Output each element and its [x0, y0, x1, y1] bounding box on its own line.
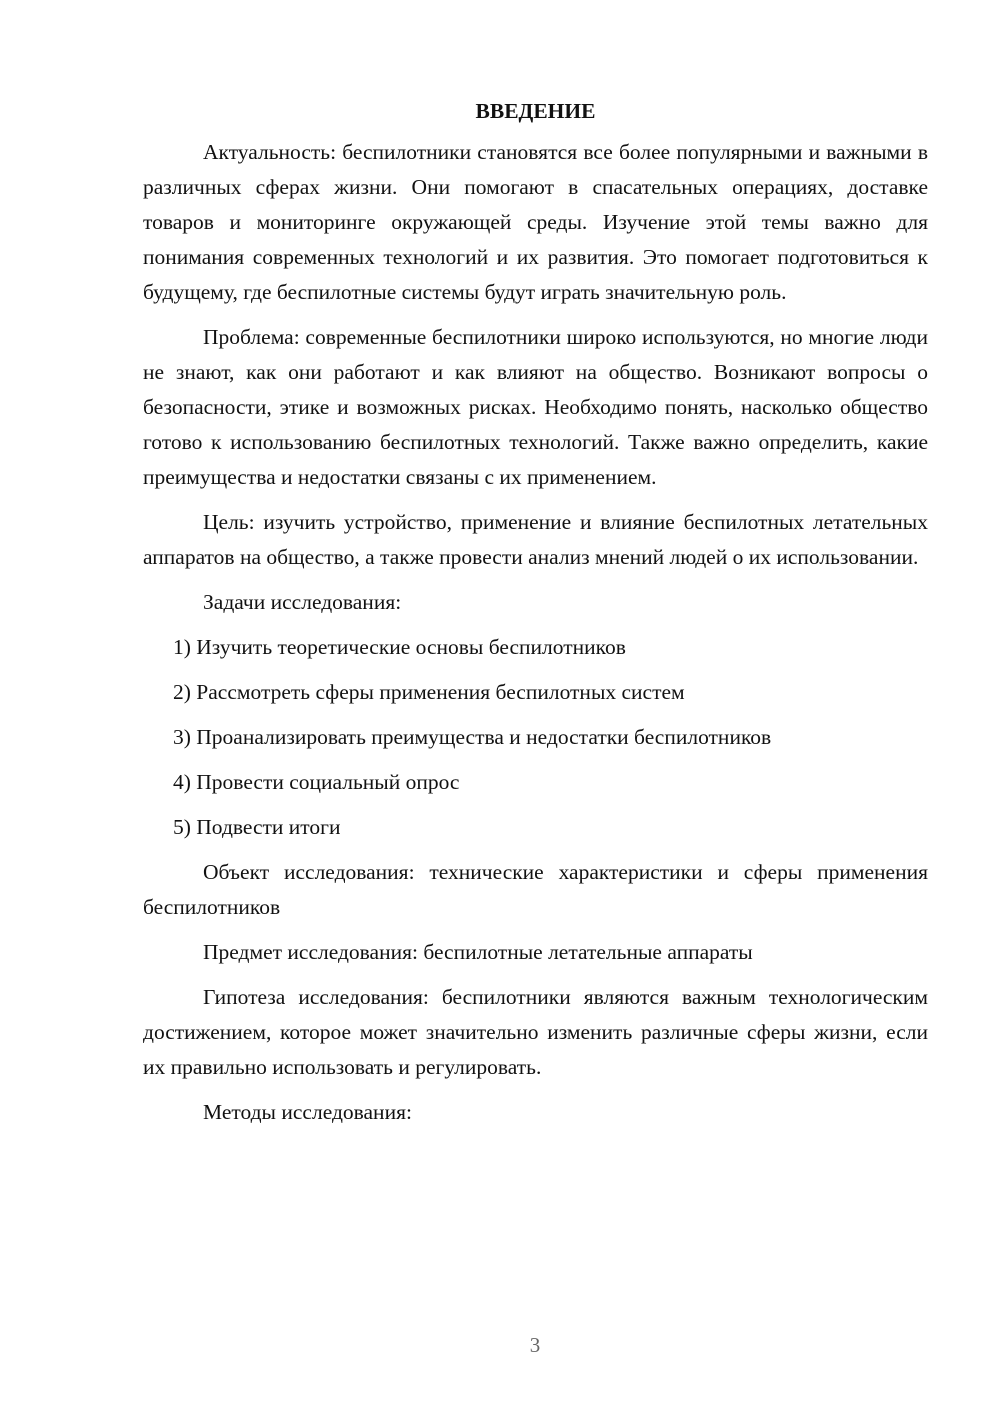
task-item: 2) Рассмотреть сферы применения беспилотных систем [173, 680, 685, 704]
subject-paragraph: Предмет исследования: беспилотные летательные аппараты [203, 940, 753, 964]
document-page [143, 96, 928, 1140]
task-item: 1) Изучить теоретические основы беспилотников [173, 635, 626, 659]
task-item: 5) Подвести итоги [173, 815, 341, 839]
page-number: 3 [529, 1333, 541, 1357]
problem-paragraph: Проблема: современные беспилотники широко используются, но многие люди не знают, как они работают и как влияют на общество. Возникают вопросы о безопасности, этике и возможных рисках. Необходимо понять, насколько общество готово к использованию беспилотных технологий. Также важно определить, какие преимущества и недостатки связаны с их применением. [143, 325, 928, 489]
relevance-paragraph: Актуальность: беспилотники становятся все более популярными и важными в различных сферах жизни. Они помогают в спасательных операциях, доставке товаров и мониторинге окружающей среды. Изучение этой темы важно для понимания современных технологий и их развития. Это помогает подготовиться к будущему, где беспилотные системы будут играть значительную роль. [143, 140, 928, 304]
tasks-heading: Задачи исследования: [203, 590, 402, 614]
methods-heading: Методы исследования: [203, 1100, 412, 1124]
section-title: ВВЕДЕНИЕ [475, 99, 596, 123]
task-item: 4) Провести социальный опрос [173, 770, 460, 794]
task-item: 3) Проанализировать преимущества и недостатки беспилотников [173, 725, 772, 749]
goal-paragraph: Цель: изучить устройство, применение и влияние беспилотных летательных аппаратов на общество, а также провести анализ мнений людей о их использовании. [143, 510, 928, 569]
hypothesis-paragraph: Гипотеза исследования: беспилотники являются важным технологическим достижением, которое может значительно изменить различные сферы жизни, если их правильно использовать и регулировать. [143, 985, 928, 1079]
object-paragraph: Объект исследования: технические характеристики и сферы применения беспилотников [143, 860, 928, 919]
